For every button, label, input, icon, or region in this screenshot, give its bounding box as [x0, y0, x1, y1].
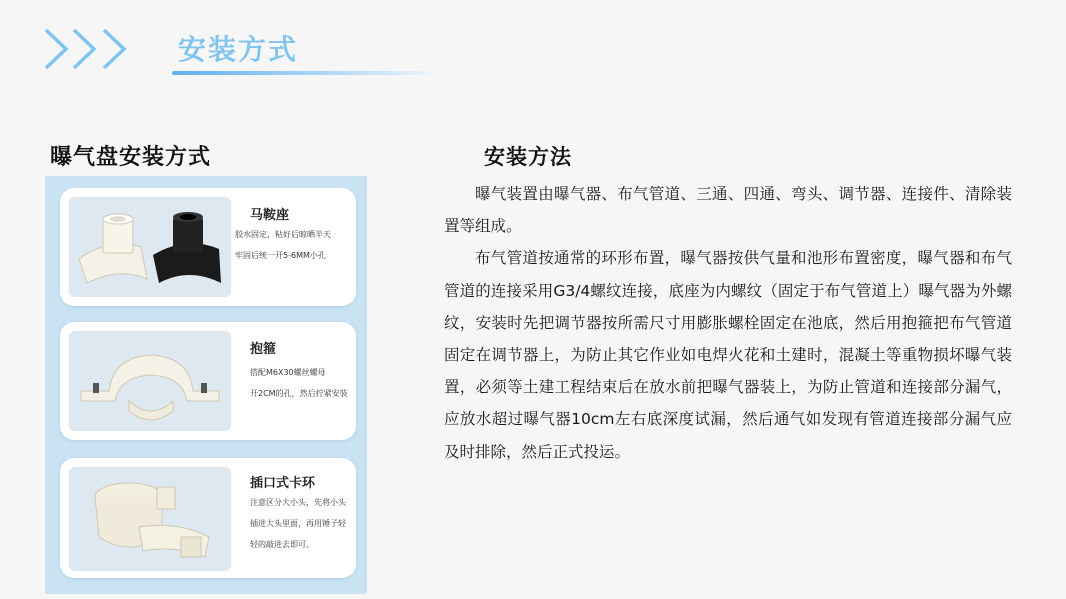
card-title-clamp: 抱箍	[250, 342, 277, 357]
paragraph: 布气管道按通常的环形布置，曝气器按供气量和池形布置密度，曝气器和布气管道的连接采用G3/4螺纹连接，底座为内螺纹（固定于布气管道上）曝气器为外螺纹，安装时先把调节器按所需尺寸用膨胀螺栓固定在池底，然后用抱箍把布气管道固定在调节器上，为防止其它作业如电焊火花和土建时，混凝土等重物损坏曝气装置，必须等土建工程结束后在放水前把曝气器装上，为防止管道和连接部分漏气，应放水超过曝气器10cm左右底深度试漏，然后通气如发现有管道连接部分漏气应及时排除，然后正式投运。	[444, 249, 1012, 461]
paragraph: 曝气装置由曝气器、布气管道、三通、四通、弯头、调节器、连接件、清除装置等组成。	[444, 185, 1012, 236]
clamp-image	[69, 331, 231, 431]
installation-text	[444, 178, 1012, 468]
snap-ring-image	[69, 467, 231, 571]
product-card-snap-ring	[60, 458, 356, 578]
right-heading: 安装方法	[484, 145, 572, 169]
card-title-saddle: 马鞍座	[250, 208, 290, 223]
chevron-right-icon	[42, 26, 142, 72]
product-card-saddle	[60, 188, 356, 306]
desc-line: 搭配M6X30螺丝螺母	[250, 368, 326, 377]
card-desc-clamp	[250, 362, 348, 404]
card-desc-snap-ring	[250, 492, 346, 555]
product-card-clamp	[60, 322, 356, 440]
card-title-snap-ring: 插口式卡环	[250, 476, 316, 491]
section-title: 安装方式	[178, 33, 299, 66]
saddle-image	[69, 197, 231, 297]
desc-line: 牢固后统一开5-6MM小孔	[235, 251, 326, 260]
desc-line: 胶水固定，粘好后晾晒半天	[235, 230, 331, 239]
desc-line: 轻的敲进去即可。	[250, 540, 314, 549]
desc-line: 注意区分大小头，先将小头	[250, 498, 346, 507]
desc-line: 开2CM的孔，然后拧紧安装	[250, 389, 348, 398]
left-heading: 曝气盘安装方式	[50, 145, 212, 170]
product-panel	[45, 176, 367, 594]
header	[0, 0, 1066, 90]
title-underline	[172, 71, 434, 75]
card-desc-saddle	[235, 224, 331, 266]
desc-line: 插进大头里面，再用锤子轻	[250, 519, 346, 528]
